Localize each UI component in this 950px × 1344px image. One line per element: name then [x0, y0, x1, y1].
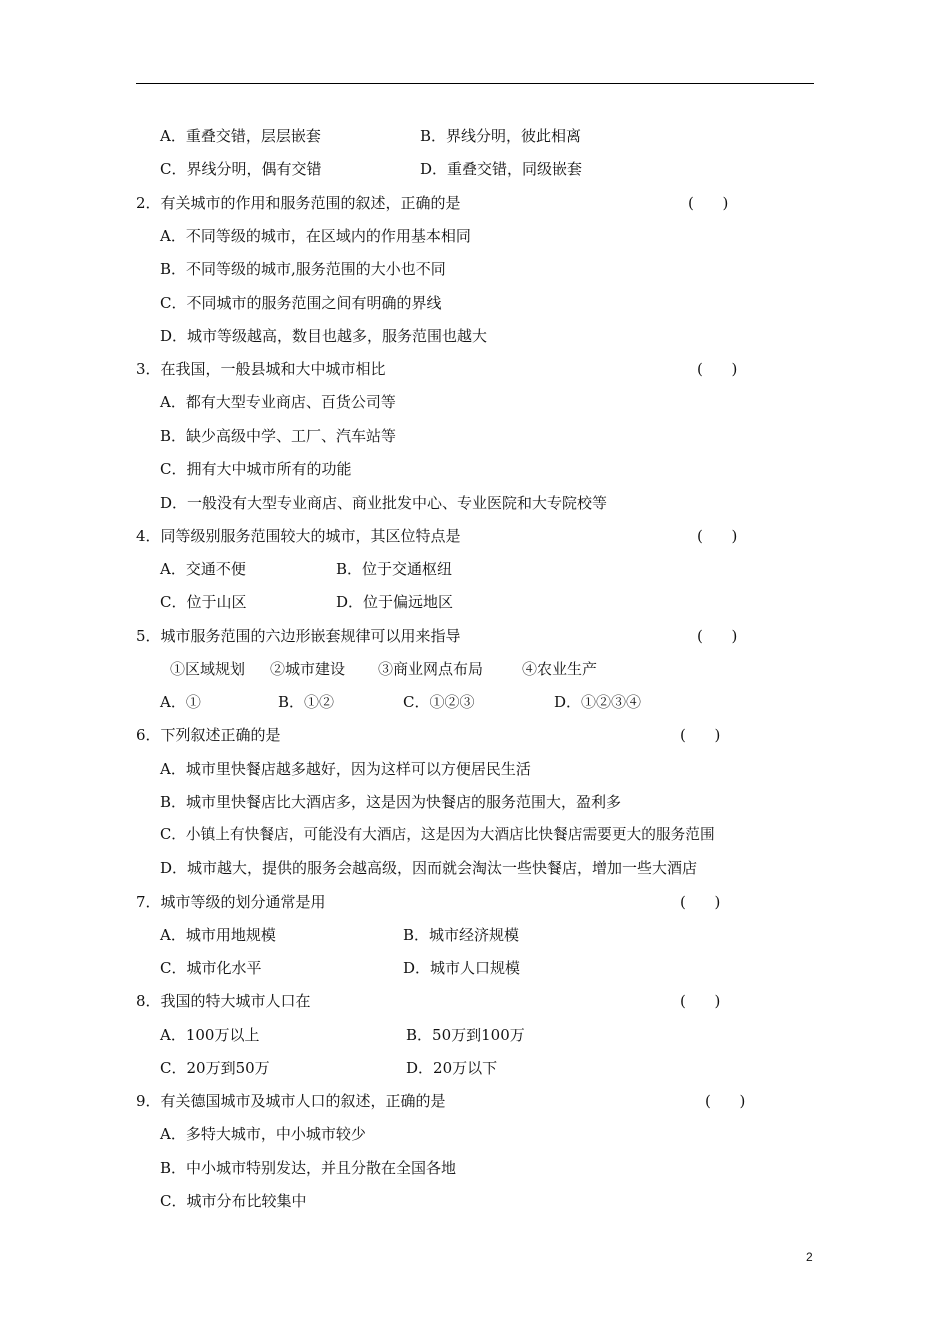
- q4-option-a: A．交通不便: [160, 560, 246, 578]
- q6-option-a: A．城市里快餐店越多越好，因为这样可以方便居民生活: [160, 760, 531, 778]
- q3-option-d: D．一般没有大型专业商店、商业批发中心、专业医院和大专院校等: [160, 494, 608, 512]
- q5-option-a: A．①: [160, 693, 201, 711]
- q5-item-1: ①区域规划: [170, 660, 246, 678]
- q5-answer-blank: ( ): [697, 627, 738, 645]
- q5-item-3: ③商业网点布局: [378, 660, 484, 678]
- q7-option-b: B．城市经济规模: [403, 926, 520, 944]
- q3-stem: 3．在我国，一般县城和大中城市相比: [136, 360, 386, 378]
- q7-option-c: C．城市化水平: [160, 959, 262, 977]
- q8-stem: 8．我国的特大城市人口在: [136, 992, 311, 1010]
- q8-option-c: C．20万到50万: [160, 1059, 270, 1077]
- q8-option-a: A．100万以上: [160, 1026, 260, 1044]
- q3-option-a: A．都有大型专业商店、百货公司等: [160, 393, 396, 411]
- q2-option-b: B．不同等级的城市,服务范围的大小也不同: [160, 260, 446, 278]
- q9-option-a: A．多特大城市，中小城市较少: [160, 1125, 366, 1143]
- q4-option-b: B．位于交通枢纽: [336, 560, 453, 578]
- header-rule: [136, 83, 814, 84]
- q5-option-c: C．①②③: [403, 693, 475, 711]
- q2-option-d: D．城市等级越高，数目也越多，服务范围也越大: [160, 327, 488, 345]
- q7-stem: 7．城市等级的划分通常是用: [136, 893, 326, 911]
- q6-option-c: C．小镇上有快餐店，可能没有大酒店，这是因为大酒店比快餐店需要更大的服务范围: [160, 826, 715, 843]
- q8-option-d: D．20万以下: [406, 1059, 498, 1077]
- q5-item-4: ④农业生产: [522, 660, 598, 678]
- q3-option-b: B．缺少高级中学、工厂、汽车站等: [160, 427, 397, 445]
- q2-stem: 2．有关城市的作用和服务范围的叙述，正确的是: [136, 194, 461, 212]
- q6-stem: 6．下列叙述正确的是: [136, 726, 281, 744]
- q1-option-c: C．界线分明，偶有交错: [160, 160, 322, 178]
- q5-option-d: D．①②③④: [554, 693, 642, 711]
- q6-answer-blank: ( ): [680, 726, 721, 744]
- q3-answer-blank: ( ): [697, 360, 738, 378]
- q7-option-d: D．城市人口规模: [403, 959, 521, 977]
- q1-option-b: B．界线分明，彼此相离: [420, 127, 582, 145]
- q6-option-d: D．城市越大，提供的服务会越高级，因而就会淘汰一些快餐店，增加一些大酒店: [160, 859, 698, 877]
- q6-option-b: B．城市里快餐店比大酒店多，这是因为快餐店的服务范围大，盈利多: [160, 793, 622, 811]
- q8-answer-blank: ( ): [680, 992, 721, 1010]
- q3-option-c: C．拥有大中城市所有的功能: [160, 460, 352, 478]
- q4-stem: 4．同等级别服务范围较大的城市，其区位特点是: [136, 527, 461, 545]
- q2-answer-blank: ( ): [688, 194, 729, 212]
- q1-option-a: A．重叠交错，层层嵌套: [160, 127, 321, 145]
- q4-option-d: D．位于偏远地区: [336, 593, 454, 611]
- q9-option-c: C．城市分布比较集中: [160, 1192, 307, 1210]
- q9-answer-blank: ( ): [705, 1092, 746, 1110]
- q9-option-b: B．中小城市特别发达，并且分散在全国各地: [160, 1159, 457, 1177]
- q7-option-a: A．城市用地规模: [160, 926, 276, 944]
- page-number: 2: [806, 1250, 813, 1264]
- q7-answer-blank: ( ): [680, 893, 721, 911]
- q4-option-c: C．位于山区: [160, 593, 247, 611]
- q9-stem: 9．有关德国城市及城市人口的叙述，正确的是: [136, 1092, 446, 1110]
- q2-option-c: C．不同城市的服务范围之间有明确的界线: [160, 294, 442, 312]
- q2-option-a: A．不同等级的城市，在区域内的作用基本相同: [160, 227, 471, 245]
- q5-stem: 5．城市服务范围的六边形嵌套规律可以用来指导: [136, 627, 461, 645]
- q4-answer-blank: ( ): [697, 527, 738, 545]
- q1-option-d: D．重叠交错，同级嵌套: [420, 160, 583, 178]
- q8-option-b: B．50万到100万: [406, 1026, 525, 1044]
- q5-item-2: ②城市建设: [270, 660, 346, 678]
- q5-option-b: B．①②: [278, 693, 335, 711]
